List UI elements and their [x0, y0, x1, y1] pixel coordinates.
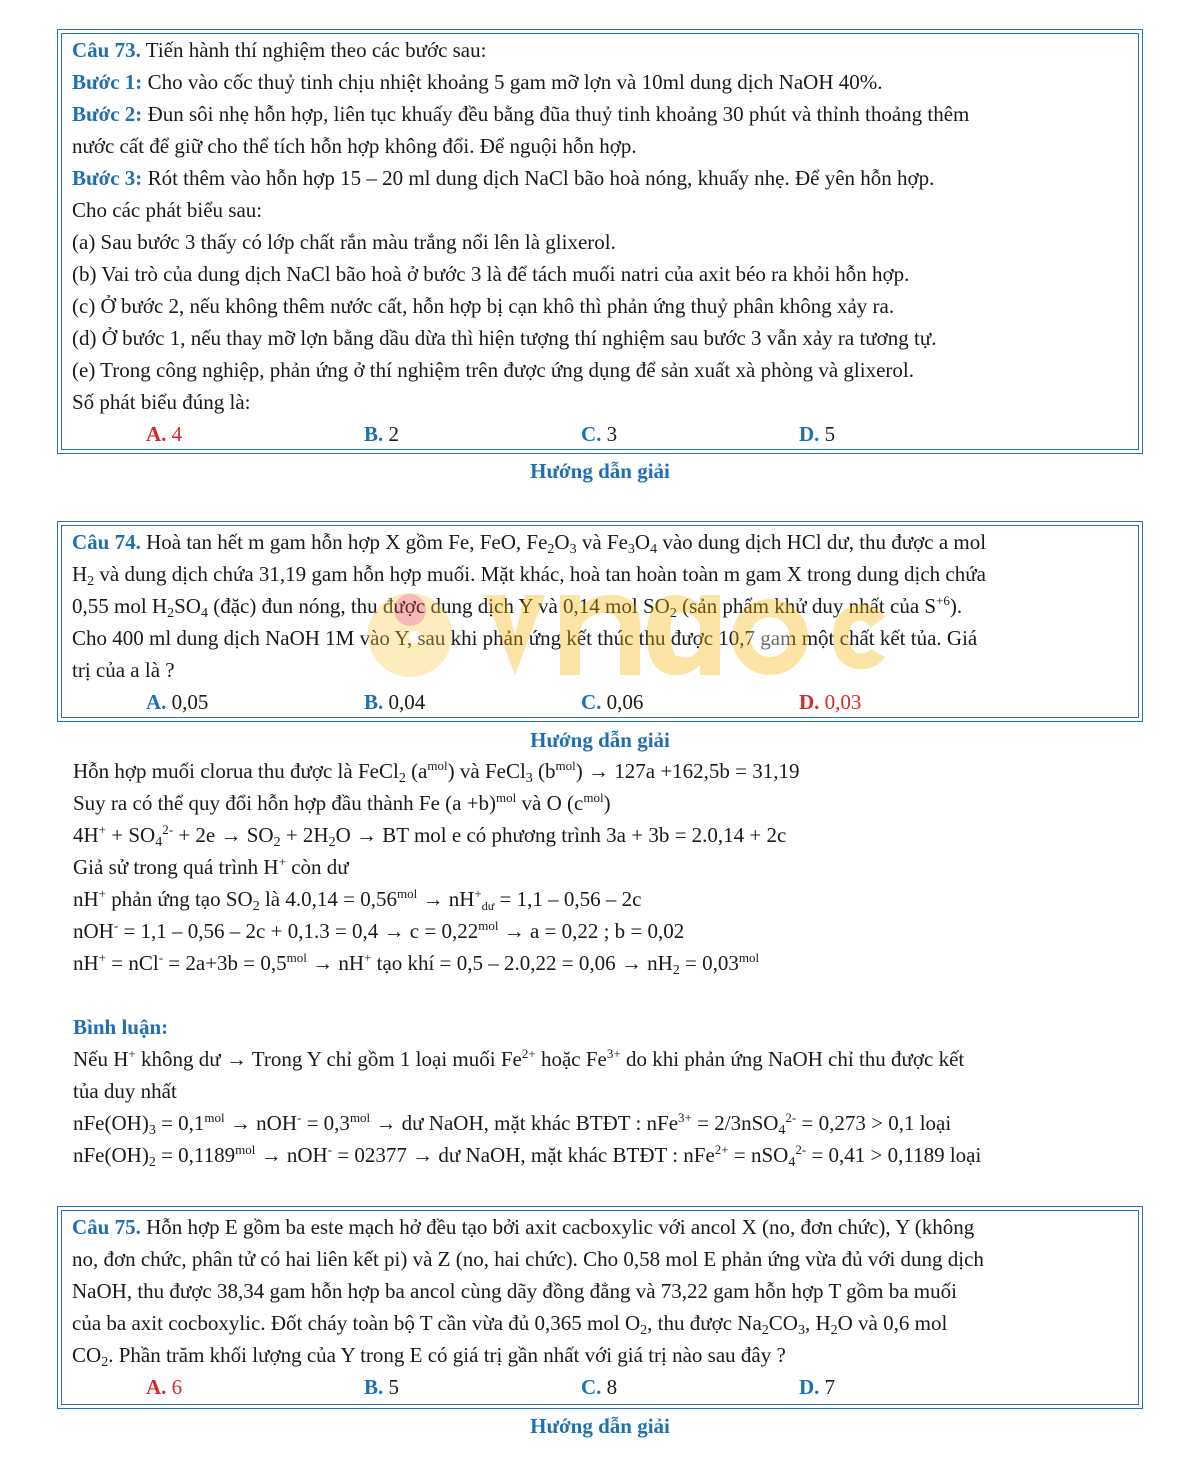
solution-line-6: $nOH^- = 1,1 - 0,56 - 2c + 0,1.3 = 0,4 \to c = 0,22^{mol} \to a = 0,22$ ; b = 0,02: [73, 918, 685, 943]
option-d[interactable]: D. 5: [799, 422, 836, 446]
solution-heading-75: Hướng dẫn giải: [530, 1414, 670, 1438]
solution-74: [73, 755, 1153, 1171]
question-75-box: [57, 1206, 1143, 1409]
step-1: Bước 1: Cho vào cốc thuỷ tinh chịu nhiệt khoảng 5 gam mỡ lợn và 10ml dung dịch NaOH 40%.: [72, 70, 883, 94]
question-73-prompt: Số phát biểu đúng là:: [72, 390, 251, 414]
solution-line-7: $nH^+ = nCl^- = 2a+3b = 0,5^{mol} \to nH^+$ tạo khí = $0,5 - 2.0,22 = 0,06 \to nH_2 = 0,03^{mol}$: [73, 950, 760, 978]
question-74-line-4: Cho 400 ml dung dịch NaOH 1M vào Y, sau khi phản ứng kết thúc thu được 10,7 gam một chất kết tủa. Giá: [72, 626, 978, 650]
option-d[interactable]: D. 7: [799, 1375, 836, 1399]
question-74-line-5: trị của a là ?: [72, 658, 175, 682]
option-b[interactable]: B. 2: [364, 422, 400, 446]
answer-options-75: [72, 1371, 1128, 1403]
question-74-box: [57, 521, 1143, 722]
answer-options-74: [72, 686, 1128, 718]
question-75-line-4: của ba axit cocboxylic. Đốt cháy toàn bộ T cần vừa đủ 0,365 mol $O_2$, thu được $Na_2CO_3$, $H_2O$ và 0,6 mol: [72, 1311, 948, 1338]
question-74-line-1: Câu 74. Hoà tan hết m gam hỗn hợp X gồm Fe, FeO, $Fe_2O_3$ và $Fe_3O_4$ vào dung dịch HCl dư, thu được a mol: [72, 530, 987, 557]
solution-line-1: Hỗn hợp muối clorua thu được là FeCl$_2$ $(a^{mol})$ và FeCl$_3$ $(b^{mol}) \to 127a +162,5b = 31,19$: [73, 758, 800, 786]
question-74-line-2: $H_2$ và dung dịch chứa 31,19 gam hỗn hợp muối. Mặt khác, hoà tan hoàn toàn m gam X trong dung dịch chứa: [72, 562, 986, 589]
question-75-line-2: no, đơn chức, phân tử có hai liên kết pi) và Z (no, hai chức). Cho 0,58 mol E phản ứng vừa đủ với dung dịch: [72, 1247, 984, 1271]
question-75-line-5: $CO_2$. Phần trăm khối lượng của Y trong E có giá trị gần nhất với giá trị nào sau đây ?: [72, 1343, 786, 1370]
option-b[interactable]: B. 5: [364, 1375, 400, 1399]
option-b[interactable]: B. 0,04: [364, 690, 426, 714]
statement-a: (a) Sau bước 3 thấy có lớp chất rắn màu trắng nổi lên là glixerol.: [72, 230, 616, 254]
statement-c: (c) Ở bước 2, nếu không thêm nước cất, hỗn hợp bị cạn khô thì phản ứng thuỷ phân không xảy ra.: [72, 294, 895, 318]
solution-heading-74: Hướng dẫn giải: [530, 728, 670, 752]
option-c[interactable]: C. 8: [581, 1375, 618, 1399]
solution-line-2: Suy ra có thể quy đổi hỗn hợp đầu thành Fe $(a +b)^{mol}$ và O $(c^{mol})$: [73, 790, 611, 815]
step-3: Bước 3: Rót thêm vào hỗn hợp 15 – 20 ml dung dịch NaCl bão hoà nóng, khuấy nhẹ. Để yên hỗn hợp.: [72, 166, 935, 190]
comment-line-4: $nFe(OH)_2 = 0,1189^{mol} \to nOH^- = 02377$ → dư NaOH, mặt khác BTĐT : nFe$^{2+}$ = nSO$_4^{2-}$ = 0,41 > 0,1189 loại: [73, 1142, 982, 1170]
spacer: [73, 979, 1153, 1011]
option-a[interactable]: A. 6: [146, 1375, 183, 1399]
question-73-box: [57, 29, 1143, 454]
step-2-cont: nước cất để giữ cho thể tích hỗn hợp không đổi. Để nguội hỗn hợp.: [72, 134, 637, 158]
question-75-line-1: Câu 75. Hỗn hợp E gồm ba este mạch hở đều tạo bởi axit cacboxylic với ancol X (no, đơn chức), Y (không: [72, 1215, 975, 1239]
statements-intro: Cho các phát biểu sau:: [72, 198, 263, 222]
question-73-intro: Câu 73. Tiến hành thí nghiệm theo các bước sau:: [72, 38, 487, 62]
comment-label: Bình luận:: [73, 1015, 169, 1039]
question-74-line-3: 0,55 mol $H_2SO_4$ (đặc) đun nóng, thu được dung dịch Y và 0,14 mol $SO_2$ (sản phẩm khử duy nhất của $S^{+6}$).: [72, 593, 963, 621]
solution-line-4: Giả sử trong quá trình H+ còn dư: [73, 854, 349, 879]
statement-b: (b) Vai trò của dung dịch NaCl bão hoà ở bước 3 là để tách muối natri của axit béo ra khỏi hỗn hợp.: [72, 262, 910, 286]
comment-line-2: tủa duy nhất: [73, 1079, 177, 1103]
comment-line-1: Nếu H+ không dư → Trong Y chỉ gồm 1 loại muối $Fe^{2+}$ hoặc $Fe^{3+}$ do khi phản ứng NaOH chỉ thu được kết: [73, 1046, 965, 1071]
option-c[interactable]: C. 3: [581, 422, 618, 446]
comment-line-3: $nFe(OH)_3 = 0,1^{mol} \to nOH^- = 0,3^{mol}$ → dư NaOH, mặt khác BTĐT : nFe$^{3+}$ = 2/3nSO$_4^{2-}$ = 0,273 > 0,1 loại: [73, 1110, 952, 1138]
solution-line-5: nH+ phản ứng tạo $SO_2$ là $4.0,14 = 0,56^{mol} \to nH^+_{dư} = 1,1 - 0,56 - 2c$: [73, 886, 642, 914]
answer-options-73: [72, 418, 1128, 450]
statement-d: (d) Ở bước 1, nếu thay mỡ lợn bằng dầu dừa thì hiện tượng thí nghiệm sau bước 3 vẫn xảy ra tương tự.: [72, 326, 937, 350]
solution-heading-73: Hướng dẫn giải: [530, 459, 670, 483]
option-d[interactable]: D. 0,03: [799, 690, 862, 714]
solution-line-3: $4H^+ + SO_4^{2-} + 2e \to SO_2 + 2H_2O$ → BT mol e có phương trình 3a + 3b = 2.0,14 + 2c: [73, 822, 787, 850]
question-75-line-3: NaOH, thu được 38,34 gam hỗn hợp ba ancol cùng dãy đồng đẳng và 73,22 gam hỗn hợp T gồm ba muối: [72, 1279, 957, 1303]
option-a[interactable]: A. 0,05: [146, 690, 209, 714]
step-2: Bước 2: Đun sôi nhẹ hỗn hợp, liên tục khuấy đều bằng đũa thuỷ tinh khoảng 30 phút và thỉnh thoảng thêm: [72, 102, 970, 126]
statement-e: (e) Trong công nghiệp, phản ứng ở thí nghiệm trên được ứng dụng để sản xuất xà phòng và glixerol.: [72, 358, 914, 382]
option-c[interactable]: C. 0,06: [581, 690, 644, 714]
option-a[interactable]: A. 4: [146, 422, 183, 446]
